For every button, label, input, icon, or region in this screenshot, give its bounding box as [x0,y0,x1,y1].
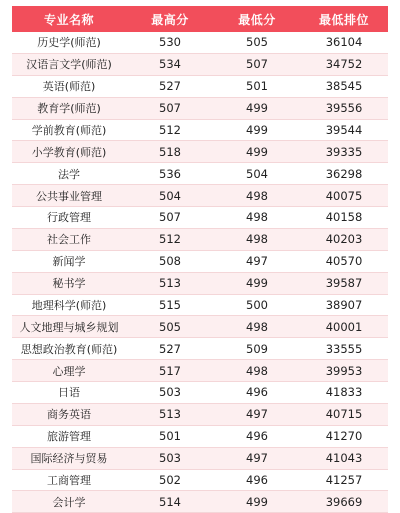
cell-min-rank: 38907 [300,294,388,316]
cell-min-score: 505 [214,32,300,53]
cell-min-rank: 41257 [300,469,388,491]
table-row [12,491,388,513]
cell-major: 日语 [12,382,126,404]
cell-max-score: 507 [126,97,214,119]
cell-min-score: 498 [214,207,300,229]
header-min-score: 最低分 [214,6,300,32]
cell-min-rank: 36298 [300,163,388,185]
cell-min-rank: 41043 [300,447,388,469]
cell-major: 小学教育(师范) [12,141,126,163]
cell-min-score: 499 [214,491,300,513]
cell-min-rank: 38545 [300,75,388,97]
table-row [12,250,388,272]
cell-max-score: 517 [126,360,214,382]
cell-max-score: 505 [126,316,214,338]
cell-major: 心理学 [12,360,126,382]
cell-min-rank: 40715 [300,403,388,425]
cell-max-score: 518 [126,141,214,163]
cell-min-rank: 34752 [300,53,388,75]
table-row [12,382,388,404]
table-row [12,447,388,469]
cell-max-score: 503 [126,382,214,404]
cell-major: 思想政治教育(师范) [12,338,126,360]
admission-score-table [12,6,388,513]
cell-major: 法学 [12,163,126,185]
cell-max-score: 508 [126,250,214,272]
cell-max-score: 501 [126,425,214,447]
cell-min-score: 496 [214,425,300,447]
cell-min-rank: 33555 [300,338,388,360]
cell-min-score: 496 [214,469,300,491]
table-body [12,32,388,513]
cell-max-score: 503 [126,447,214,469]
table-row [12,53,388,75]
cell-major: 行政管理 [12,207,126,229]
cell-max-score: 527 [126,75,214,97]
cell-min-score: 496 [214,382,300,404]
cell-min-score: 498 [214,185,300,207]
table-row [12,141,388,163]
table-row [12,97,388,119]
header-max-score: 最高分 [126,6,214,32]
cell-min-score: 499 [214,141,300,163]
header-major: 专业名称 [12,6,126,32]
cell-max-score: 513 [126,403,214,425]
table-row [12,32,388,53]
cell-min-rank: 40203 [300,228,388,250]
cell-min-rank: 39587 [300,272,388,294]
cell-min-rank: 36104 [300,32,388,53]
cell-min-score: 501 [214,75,300,97]
table-row [12,425,388,447]
cell-min-rank: 39953 [300,360,388,382]
cell-max-score: 512 [126,119,214,141]
cell-min-rank: 39669 [300,491,388,513]
cell-min-score: 499 [214,97,300,119]
cell-min-score: 504 [214,163,300,185]
table-row [12,119,388,141]
table-row [12,163,388,185]
table-header [12,6,388,32]
cell-major: 历史学(师范) [12,32,126,53]
header-row [12,6,388,32]
cell-min-rank: 41270 [300,425,388,447]
table-row [12,272,388,294]
cell-min-score: 497 [214,403,300,425]
cell-min-rank: 39335 [300,141,388,163]
cell-major: 学前教育(师范) [12,119,126,141]
cell-max-score: 502 [126,469,214,491]
score-table-container [12,6,388,513]
cell-max-score: 530 [126,32,214,53]
cell-major: 教育学(师范) [12,97,126,119]
table-row [12,185,388,207]
cell-max-score: 513 [126,272,214,294]
cell-min-score: 499 [214,119,300,141]
cell-max-score: 534 [126,53,214,75]
cell-major: 社会工作 [12,228,126,250]
cell-major: 旅游管理 [12,425,126,447]
cell-min-score: 498 [214,228,300,250]
cell-max-score: 512 [126,228,214,250]
cell-max-score: 515 [126,294,214,316]
cell-major: 汉语言文学(师范) [12,53,126,75]
cell-min-score: 497 [214,250,300,272]
cell-min-score: 500 [214,294,300,316]
cell-major: 人文地理与城乡规划 [12,316,126,338]
header-min-rank: 最低排位 [300,6,388,32]
table-row [12,338,388,360]
cell-max-score: 504 [126,185,214,207]
table-row [12,316,388,338]
cell-max-score: 507 [126,207,214,229]
cell-major: 公共事业管理 [12,185,126,207]
cell-min-score: 498 [214,360,300,382]
cell-min-rank: 41833 [300,382,388,404]
cell-major: 新闻学 [12,250,126,272]
cell-min-rank: 40570 [300,250,388,272]
table-row [12,360,388,382]
cell-major: 国际经济与贸易 [12,447,126,469]
cell-major: 工商管理 [12,469,126,491]
cell-min-rank: 39544 [300,119,388,141]
table-row [12,403,388,425]
cell-min-rank: 39556 [300,97,388,119]
cell-min-score: 509 [214,338,300,360]
cell-min-rank: 40158 [300,207,388,229]
cell-min-score: 499 [214,272,300,294]
cell-min-score: 507 [214,53,300,75]
table-row [12,75,388,97]
cell-min-score: 498 [214,316,300,338]
table-row [12,294,388,316]
cell-major: 会计学 [12,491,126,513]
table-row [12,207,388,229]
cell-major: 英语(师范) [12,75,126,97]
cell-major: 商务英语 [12,403,126,425]
cell-min-rank: 40075 [300,185,388,207]
cell-max-score: 527 [126,338,214,360]
cell-max-score: 514 [126,491,214,513]
cell-max-score: 536 [126,163,214,185]
cell-min-score: 497 [214,447,300,469]
cell-major: 秘书学 [12,272,126,294]
table-row [12,228,388,250]
cell-min-rank: 40001 [300,316,388,338]
cell-major: 地理科学(师范) [12,294,126,316]
